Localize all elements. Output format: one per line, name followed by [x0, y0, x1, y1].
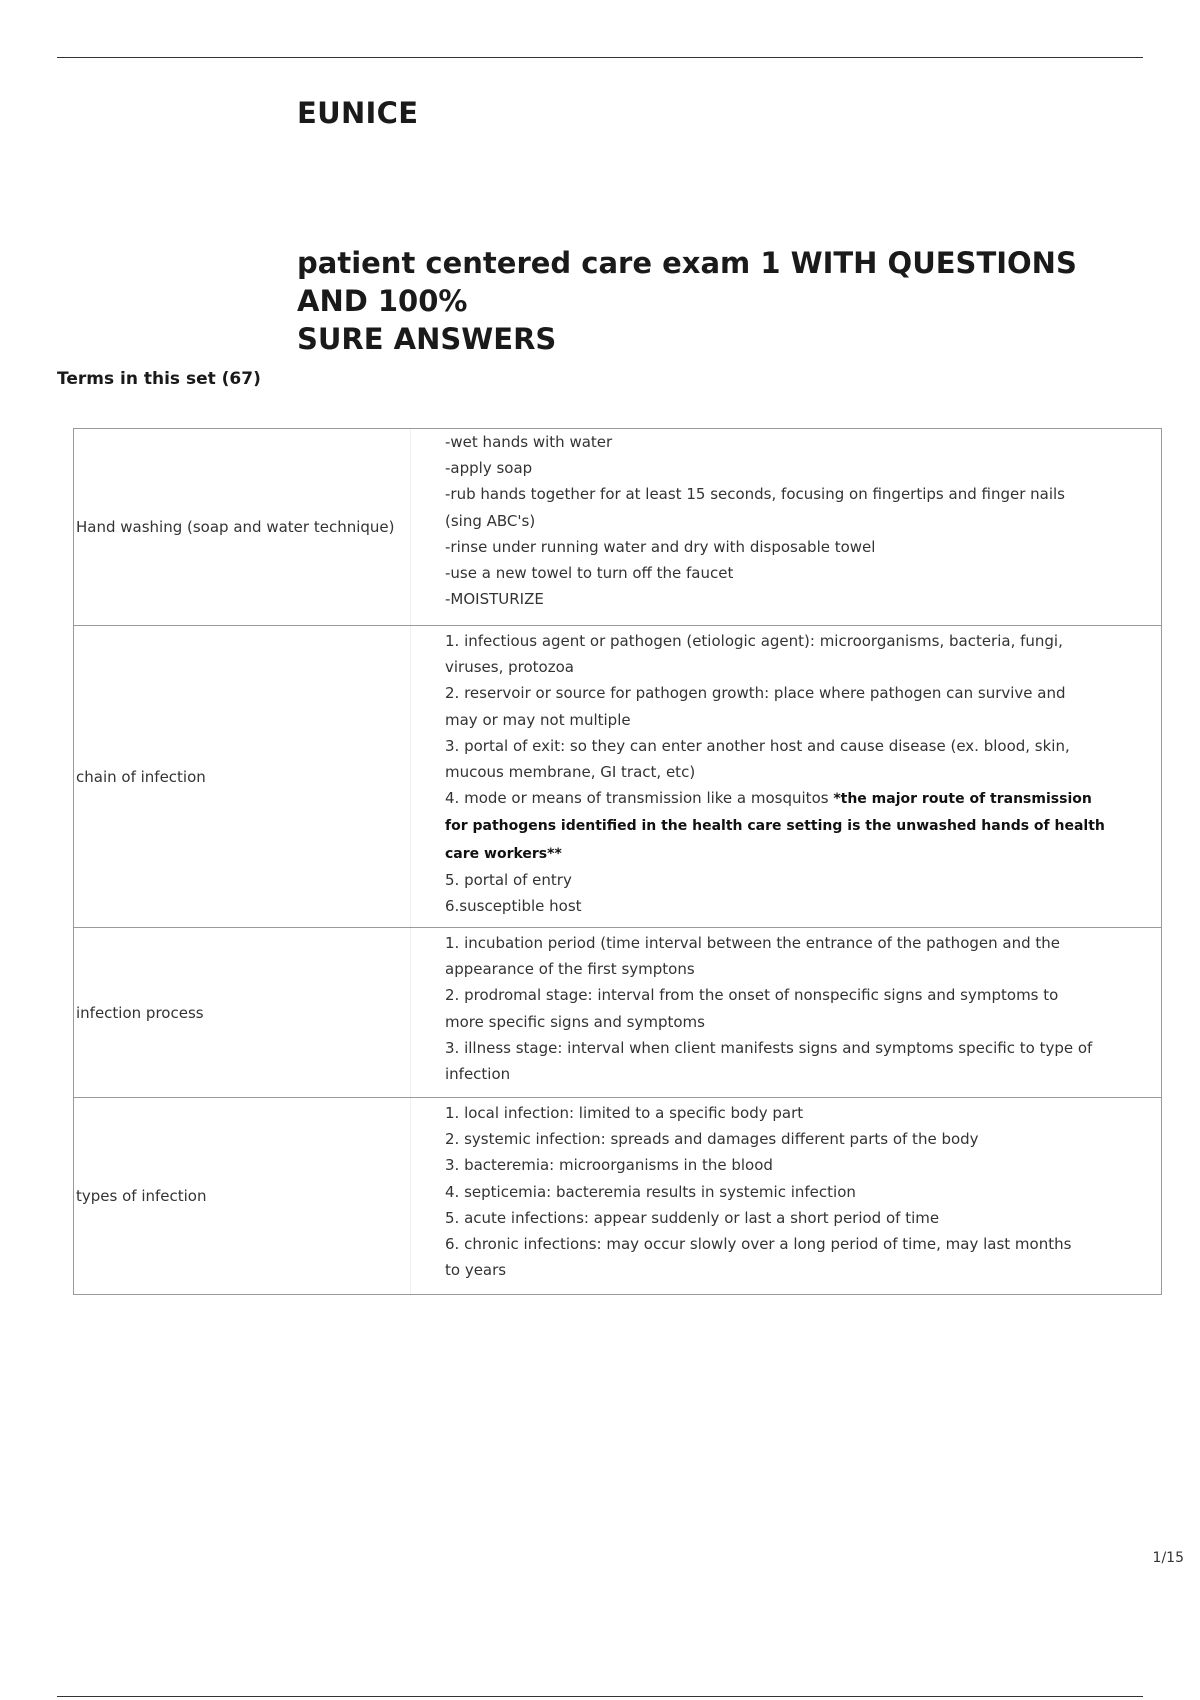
definition-line: -rinse under running water and dry with disposable towel	[445, 537, 876, 556]
table-row	[74, 429, 1161, 625]
definition-line: appearance of the first symptons	[445, 960, 695, 979]
definition-line: 6.susceptible host	[445, 897, 582, 916]
title-line-1: patient centered care exam 1 WITH QUESTIONS AND 100%	[297, 246, 1077, 318]
terms-count-heading: Terms in this set (67)	[57, 369, 261, 389]
table-row	[74, 625, 1161, 927]
definition-line: 2. prodromal stage: interval from the onset of nonspecific signs and symptoms to	[445, 986, 1059, 1005]
term-cell: types of infection	[74, 1098, 411, 1294]
definition-line	[445, 840, 1161, 867]
term-cell: Hand washing (soap and water technique)	[74, 429, 411, 625]
definition-line: mucous membrane, GI tract, etc)	[445, 763, 696, 782]
term-cell: infection process	[74, 928, 411, 1097]
definition-line: 2. reservoir or source for pathogen growth: place where pathogen can survive and	[445, 684, 1066, 703]
terms-table	[73, 428, 1162, 1295]
bold-note: care workers**	[445, 845, 562, 862]
definition-line: 1. infectious agent or pathogen (etiologic agent): microorganisms, bacteria, fungi,	[445, 632, 1063, 650]
definition-line: -MOISTURIZE	[445, 590, 544, 609]
term-cell: chain of infection	[74, 626, 411, 927]
table-row	[74, 927, 1161, 1097]
definition-line: -use a new towel to turn off the faucet	[445, 564, 734, 583]
definition-line: 3. illness stage: interval when client manifests signs and symptoms specific to type of	[445, 1038, 1093, 1057]
definition-line: 4. septicemia: bacteremia results in systemic infection	[445, 1182, 856, 1201]
definition-line: more specific signs and symptoms	[445, 1012, 705, 1031]
bold-note: *the major route of transmission	[833, 791, 1092, 808]
definition-line: -apply soap	[445, 459, 533, 478]
title-line-2: SURE ANSWERS	[297, 322, 557, 356]
document-title	[297, 244, 1157, 358]
definition-line: (sing ABC's)	[445, 511, 536, 530]
table-row	[74, 1097, 1161, 1294]
definition-line: 3. bacteremia: microorganisms in the blood	[445, 1156, 773, 1175]
definition-cell	[411, 928, 1161, 1097]
definition-cell	[411, 626, 1161, 927]
definition-line: to years	[445, 1261, 507, 1280]
bold-note: for pathogens identified in the health care setting is the unwashed hands of health	[445, 818, 1105, 835]
definition-line: viruses, protozoa	[445, 658, 574, 677]
author-name: EUNICE	[297, 96, 419, 130]
definition-line: 5. acute infections: appear suddenly or last a short period of time	[445, 1208, 940, 1227]
definition-line: -wet hands with water	[445, 433, 613, 451]
definition-line: 3. portal of exit: so they can enter another host and cause disease (ex. blood, skin,	[445, 736, 1070, 755]
top-rule	[57, 57, 1143, 58]
definition-line: 2. systemic infection: spreads and damages different parts of the body	[445, 1130, 979, 1149]
definition-line: 1. incubation period (time interval between the entrance of the pathogen and the	[445, 934, 1060, 952]
definition-line: infection	[445, 1065, 511, 1084]
bottom-rule	[57, 1696, 1143, 1697]
definition-line: may or may not multiple	[445, 710, 631, 729]
definition-line: -rub hands together for at least 15 seconds, focusing on fingertips and finger nails	[445, 485, 1065, 504]
definition-line	[445, 812, 1161, 839]
page-number: 1/15	[1152, 1550, 1184, 1566]
definition-line: 6. chronic infections: may occur slowly over a long period of time, may last months	[445, 1235, 1072, 1254]
definition-line: 5. portal of entry	[445, 870, 572, 889]
definition-cell	[411, 429, 1161, 625]
definition-text: 4. mode or means of transmission like a mosquitos	[445, 789, 834, 808]
definition-line: 1. local infection: limited to a specific body part	[445, 1104, 804, 1122]
definition-line	[445, 785, 1161, 812]
definition-cell	[411, 1098, 1161, 1294]
